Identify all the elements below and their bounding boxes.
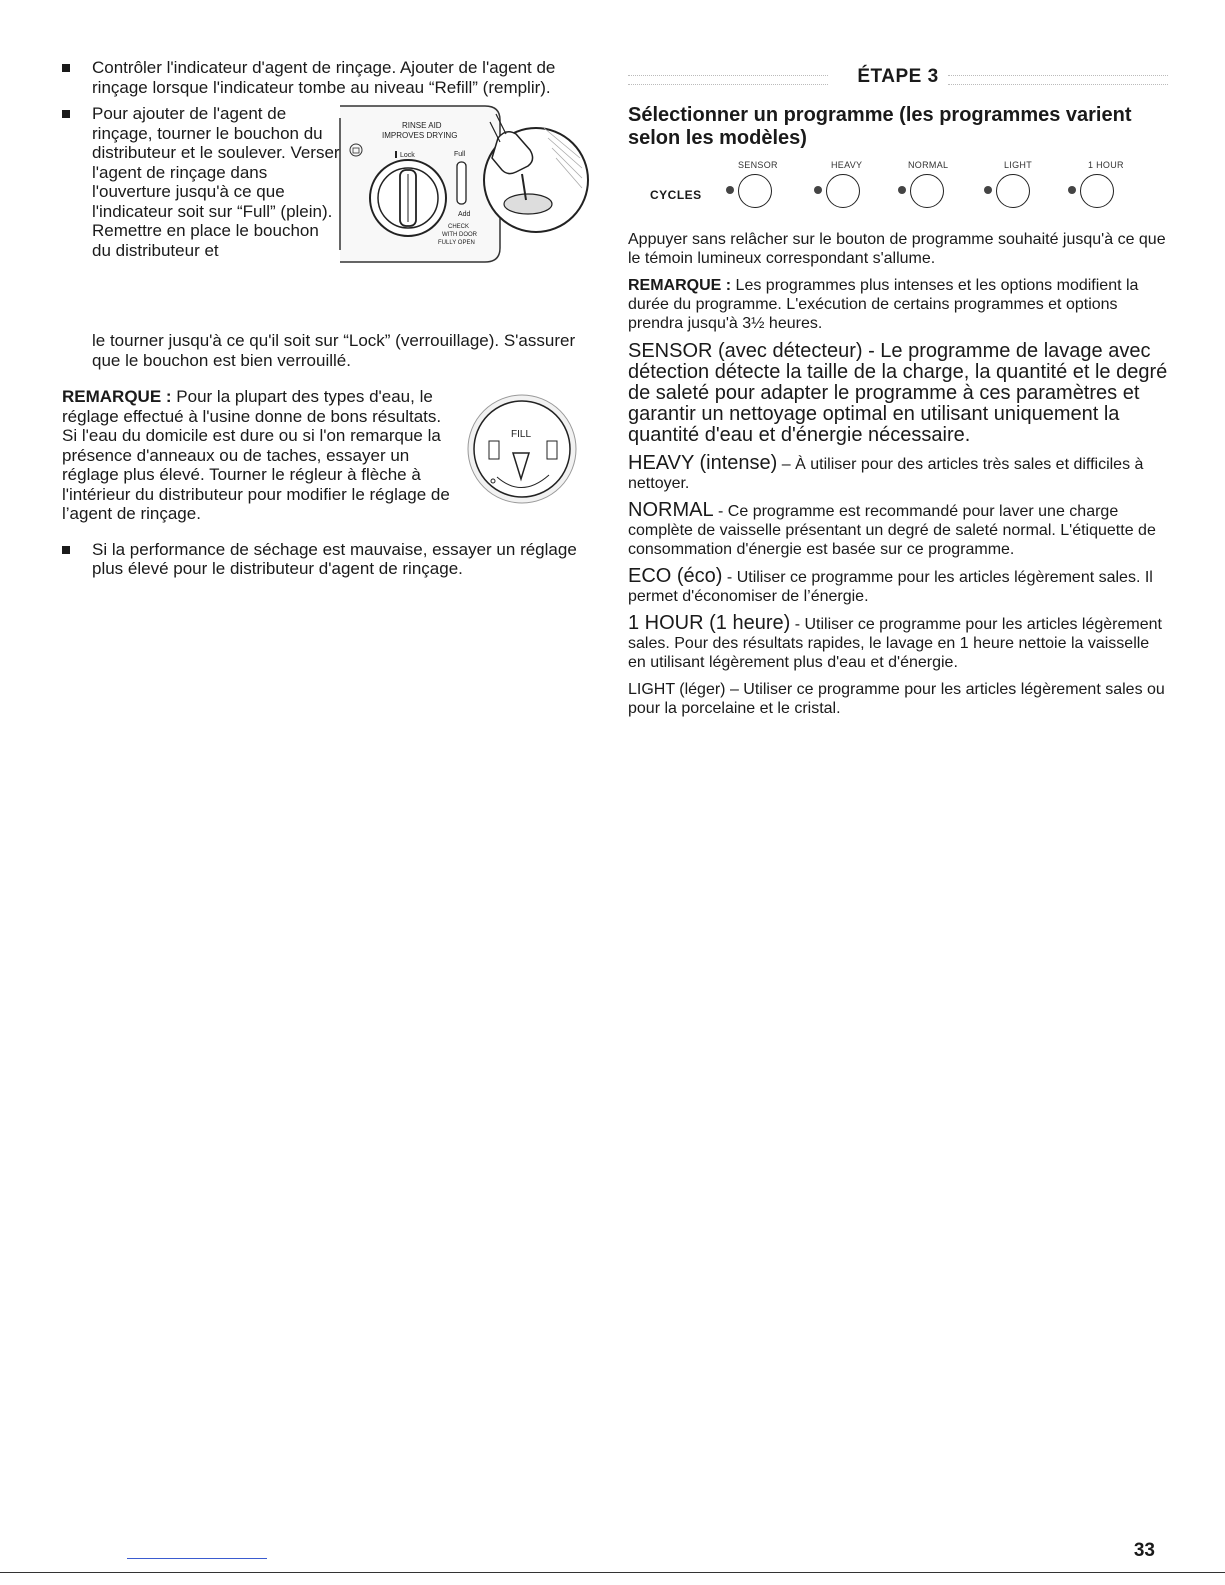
- figure-with-door-label: WITH DOOR: [442, 232, 477, 238]
- normal-text: - Ce programme est recommandé pour laver une charge complète de vaisselle présentant un degré de saleté normal. L'étiquette de consommation d'énergie est basée sur ce programme.: [628, 503, 1156, 558]
- rinse-aid-dispenser-illustration: [330, 98, 592, 274]
- heavy-text: – À utiliser pour des articles très sales et difficiles à nettoyer.: [628, 456, 1144, 492]
- heavy-description: [628, 454, 1168, 493]
- sensor-indicator-light: [726, 186, 734, 194]
- cycle-label-1-hour: 1 HOUR: [1088, 160, 1124, 170]
- rinse-aid-check-bullet: Contrôler l'indicateur d'agent de rinçage. Ajouter de l'agent de rinçage lorsque l'indicateur tombe au niveau “Refill” (remplir).: [62, 58, 592, 97]
- figure-rinse-aid-label: RINSE AID: [402, 121, 442, 130]
- left-remark-label: REMARQUE :: [62, 387, 172, 406]
- light-indicator-light: [984, 186, 992, 194]
- figure-fill-label: FILL: [511, 429, 532, 440]
- eco-description: [628, 567, 1168, 606]
- rinse-aid-setting-dial-illustration: [467, 387, 577, 517]
- right-remark-label: REMARQUE :: [628, 277, 732, 294]
- bottom-rule: [0, 1572, 1225, 1573]
- figure-fully-open-label: FULLY OPEN: [438, 240, 475, 246]
- sensor-cycle-button[interactable]: [738, 174, 772, 208]
- add-rinse-aid-bullet: [62, 104, 592, 370]
- normal-indicator-light: [898, 186, 906, 194]
- 1-hour-description: [628, 614, 1168, 672]
- normal-name: NORMAL: [628, 499, 714, 521]
- light-cycle-button[interactable]: [996, 174, 1030, 208]
- step-rule-left: [628, 75, 828, 85]
- eco-text: - Utiliser ce programme pour les articles légèrement sales. Il permet d'économiser de l’énergie.: [628, 569, 1153, 605]
- add-rinse-aid-text: Pour ajouter de l'agent de rinçage, tourner le bouchon du distributeur et le soulever. Verser l'agent de rinçage dans l'ouverture jusqu'à ce que l'indicateur soit sur “Full” (plein). Remettre en place le bouchon du distributeur et: [62, 104, 342, 260]
- 1-hour-cycle-button[interactable]: [1080, 174, 1114, 208]
- bottom-link-underline: [127, 1558, 267, 1559]
- cycle-label-normal: NORMAL: [908, 160, 949, 170]
- section-heading: Sélectionner un programme (les programmes varient selon les modèles): [628, 104, 1132, 149]
- right-column: [628, 62, 1168, 718]
- light-description: [628, 680, 1168, 718]
- figure-add-label: Add: [458, 211, 471, 218]
- right-remark: [628, 276, 1168, 333]
- normal-description: [628, 501, 1168, 559]
- cycles-label: CYCLES: [650, 188, 702, 202]
- drying-performance-bullet: Si la performance de séchage est mauvaise, essayer un réglage plus élevé pour le distributeur d'agent de rinçage.: [62, 540, 592, 579]
- left-remark-text: Pour la plupart des types d'eau, le réglage effectué à l'usine donne de bons résultats. Si l'eau du domicile est dure ou si l'on remarque la présence d'anneaux ou de taches, essayer un réglage plus élevé. Tourner le régleur à flèche à l'intérieur du distributeur pour modifier le réglage de l’agent de rinçage.: [62, 387, 450, 523]
- normal-cycle-button[interactable]: [910, 174, 944, 208]
- 1-hour-name: 1 HOUR (1 heure): [628, 612, 791, 634]
- step-title: ÉTAPE 3: [857, 66, 939, 87]
- heavy-cycle-button[interactable]: [826, 174, 860, 208]
- light-name: LIGHT (léger): [628, 681, 726, 698]
- cycle-instruction: Appuyer sans relâcher sur le bouton de programme souhaité jusqu'à ce que le témoin lumineux correspondant s'allume.: [628, 231, 1166, 267]
- figure-full-label: Full: [454, 151, 466, 158]
- figure-improves-drying-label: IMPROVES DRYING: [382, 131, 458, 140]
- page-number: 33: [1133, 1540, 1155, 1561]
- sensor-description: SENSOR (avec détecteur) - Le programme de lavage avec détection détecte la taille de la charge, la quantité et le degré de saleté pour adapter le programme à ces paramètres et garantir un nettoyage optimal en utilisant uniquement la quantité d'eau et d'énergie nécessaire.: [628, 340, 1168, 446]
- cycle-label-heavy: HEAVY: [831, 160, 863, 170]
- cycle-label-sensor: SENSOR: [738, 160, 778, 170]
- figure-lock-label: Lock: [400, 152, 415, 159]
- step-rule-right: [948, 75, 1168, 85]
- left-remark: [62, 387, 532, 524]
- add-rinse-aid-continued: le tourner jusqu'à ce qu'il soit sur “Lock” (verrouillage). S'assurer que le bouchon est bien verrouillé.: [92, 331, 576, 370]
- figure-check-label: CHECK: [448, 224, 470, 230]
- left-column: [62, 58, 592, 579]
- right-remark-text: Les programmes plus intenses et les options modifient la durée du programme. L'exécution de certains programmes et options prendra jusqu'à 3½ heures.: [628, 277, 1139, 332]
- heavy-name: HEAVY (intense): [628, 452, 778, 474]
- eco-name: ECO (éco): [628, 565, 723, 587]
- cycle-control-panel: [628, 160, 1168, 230]
- heavy-indicator-light: [814, 186, 822, 194]
- cycle-label-light: LIGHT: [1004, 160, 1033, 170]
- 1-hour-indicator-light: [1068, 186, 1076, 194]
- light-text: – Utiliser ce programme pour les articles légèrement sales ou pour la porcelaine et le cristal.: [628, 681, 1165, 717]
- step-header: [628, 62, 1168, 92]
- 1-hour-text: - Utiliser ce programme pour les articles légèrement sales. Pour des résultats rapides, le lavage en 1 heure nettoie la vaisselle en utilisant légèrement plus d'eau et d'énergie.: [628, 616, 1162, 671]
